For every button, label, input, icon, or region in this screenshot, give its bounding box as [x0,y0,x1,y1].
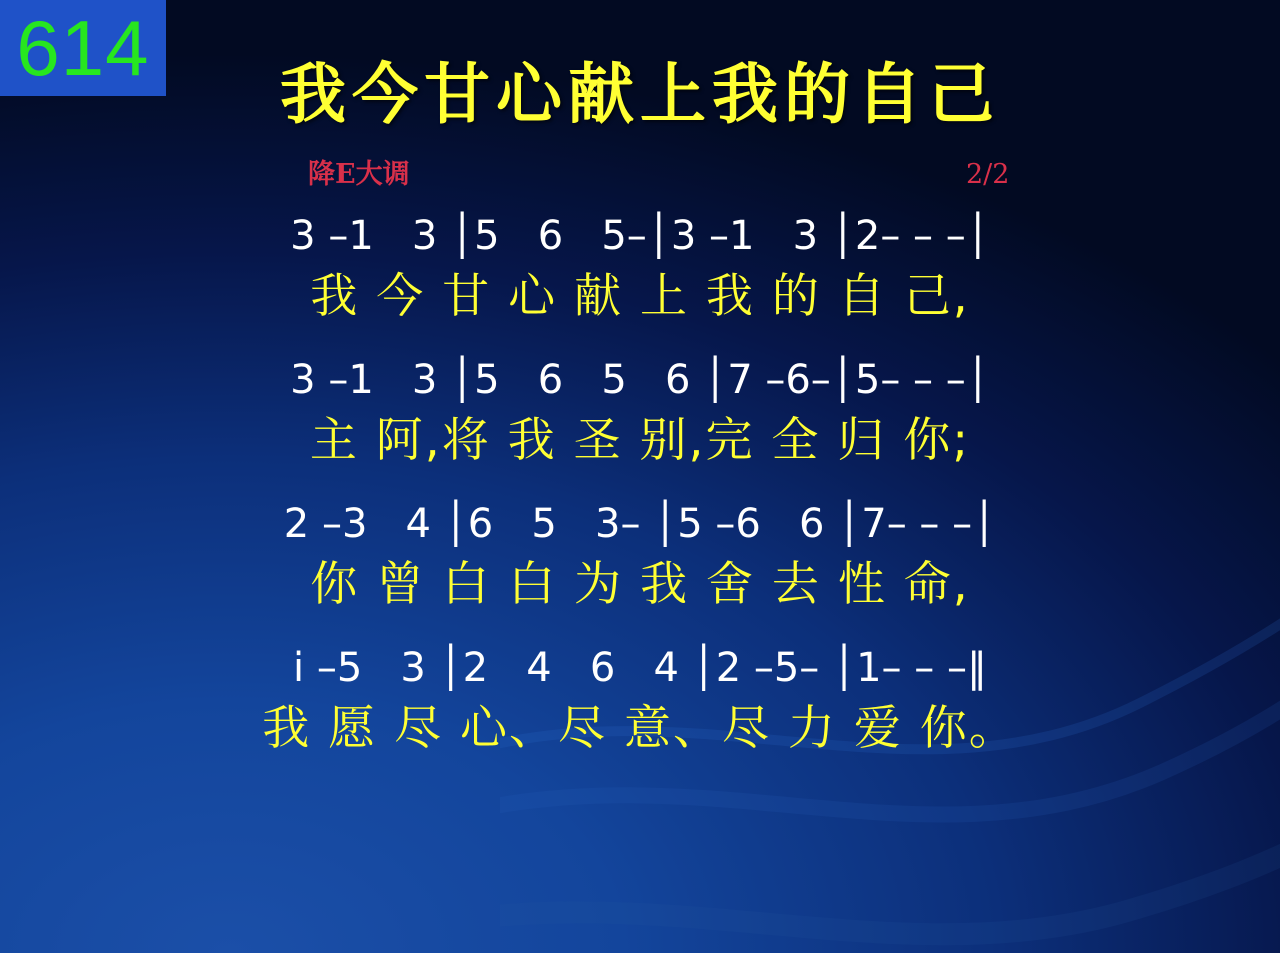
notation-row: 3 –1 3 │5 6 5–│3 –1 3 │2– – –│ [290,213,990,259]
lyrics-row: 主 阿,将 我 圣 别,完 全 归 你; [309,413,971,468]
stanza-line [0,208,1280,330]
lyrics-row: 我 愿 尽 心、尽 意、尽 力 爱 你。 [262,701,1018,756]
notation-row: 3 –1 3 │5 6 5 6 │7 –6–│5– – –│ [290,357,990,403]
lyrics-row: 你 曾 白 白 为 我 舍 去 性 命, [310,557,970,612]
key-signature-label: 降E大调 [308,159,410,190]
notation-row: 2 –3 4 │6 5 3– │5 –6 6 │7– – –│ [283,501,997,547]
stanza-line [0,352,1280,474]
lyrics-row: 我 今 甘 心 献 上 我 的 自 己, [310,269,970,324]
music-notation-body [0,208,1280,784]
time-signature-label: 2/2 [966,159,1010,190]
page-title: 我今甘心献上我的自己 [280,56,1000,133]
stanza-line [0,640,1280,762]
hymn-number-text: 614 [16,4,150,92]
notation-row: i –5 3 │2 4 6 4 │2 –5– │1– – –‖ [293,645,987,691]
stanza-line [0,496,1280,618]
